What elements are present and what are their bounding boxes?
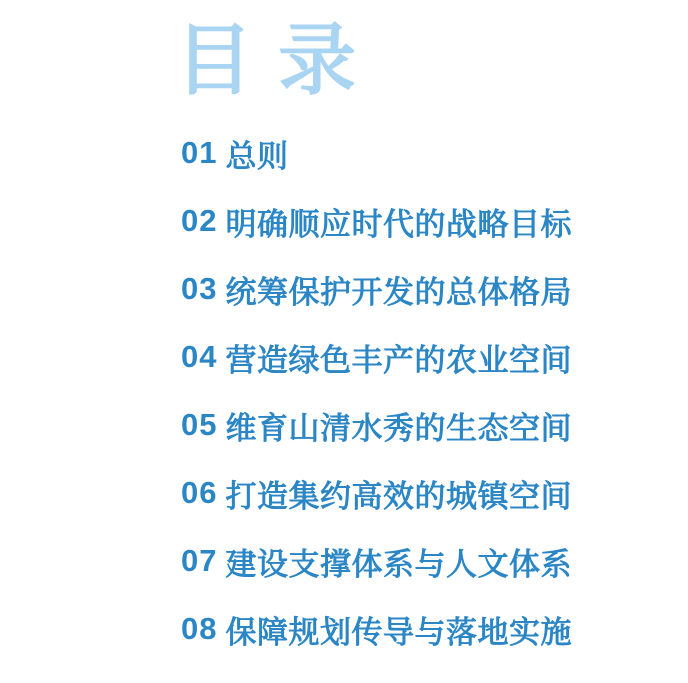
toc-entry-number: 08 <box>181 611 218 646</box>
toc-entry <box>181 255 572 323</box>
toc-entry-title: 营造绿色丰产的农业空间 <box>225 342 572 378</box>
toc-entry-title: 维育山清水秀的生态空间 <box>225 410 572 446</box>
page-title: 目录 <box>175 17 382 104</box>
toc-entry <box>181 323 572 391</box>
toc-entry-number: 03 <box>181 271 218 306</box>
toc-entry-title: 保障规划传导与落地实施 <box>225 614 572 650</box>
toc-entry-number: 04 <box>181 339 218 374</box>
toc-entry <box>181 391 572 459</box>
toc-entry <box>181 119 572 187</box>
toc-entry-number: 06 <box>181 475 218 510</box>
toc-entry-title: 统筹保护开发的总体格局 <box>225 274 572 310</box>
toc-entry <box>181 595 572 663</box>
toc-list <box>181 119 572 663</box>
toc-entry-number: 02 <box>181 203 218 238</box>
toc-entry-title: 打造集约高效的城镇空间 <box>225 478 572 514</box>
toc-entry-number: 01 <box>181 135 218 170</box>
toc-entry <box>181 527 572 595</box>
toc-entry-number: 07 <box>181 543 218 578</box>
toc-entry-title: 明确顺应时代的战略目标 <box>225 206 572 242</box>
toc-entry-title: 总则 <box>225 138 289 174</box>
toc-entry <box>181 187 572 255</box>
toc-entry <box>181 459 572 527</box>
toc-entry-title: 建设支撑体系与人文体系 <box>225 546 572 582</box>
toc-entry-number: 05 <box>181 407 218 442</box>
